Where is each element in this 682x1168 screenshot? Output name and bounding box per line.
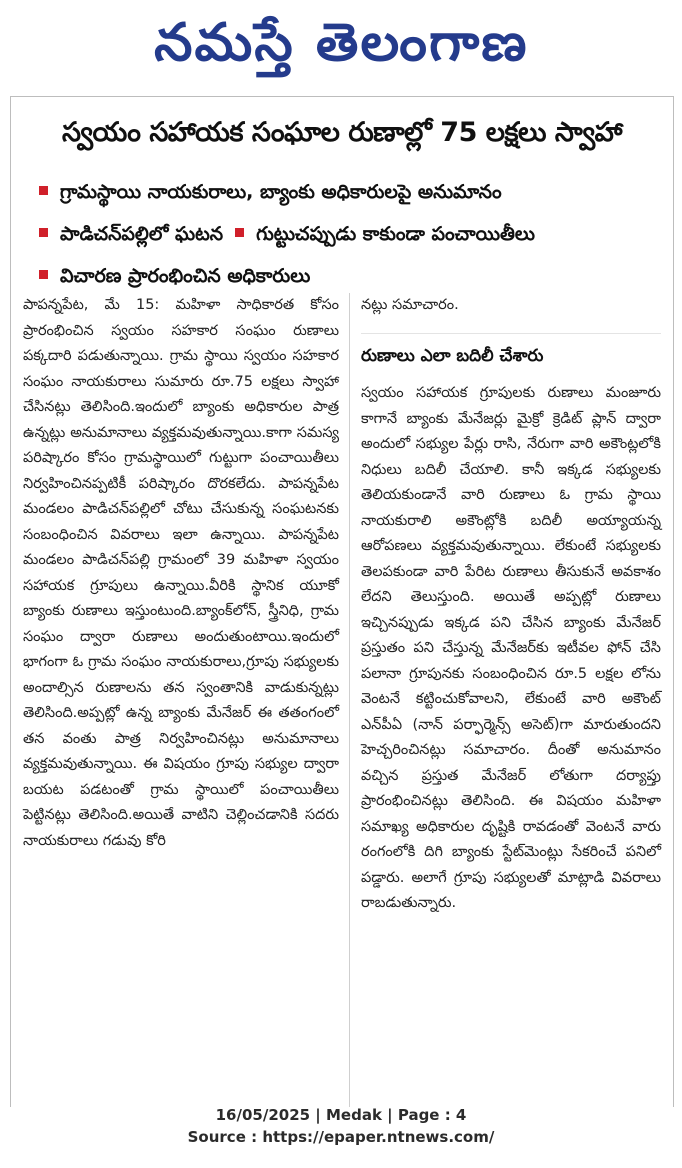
body-paragraph: స్వయం సహాయక గ్రూపులకు రుణాలు మంజూరు కాగానే బ్యాంకు మేనేజర్లు మైక్రో క్రెడిట్ ప్లాన్ ద్వారా అందులో సభ్యుల పేర్లు రాసి, నేరుగా వారి అకౌంట్లలోకి నిధులు బదిలీ చేయాలి. కానీ ఇక్కడ సభ్యులకు తెలియకుండానే వారి రుణాలు ఓ గ్రామ స్థాయి నాయకురాలి అకౌంట్లోకి బదిలీ అయ్యాయన్న ఆరోపణలు వ్యక్తమవుతున్నాయి. లేకుంటే సభ్యులకు తెలపకుండా వారి పేరిట రుణాలు తీసుకునే అవకాశం లేదని తెలుస్తుంది. అయితే అప్పట్లో రుణాలు ఇచ్చినప్పుడు ఇక్కడ పని చేసిన బ్యాంకు మేనేజర్ ప్రస్తుతం పని చేస్తున్న మేనేజర్‌కు ఇటీవల ఫోన్ చేసి పలానా గ్రూపునకు సంబంధించిన రూ.5 లక్షల లోను వెంటనే కట్టించుకోవాలని, లేకుంటే వారి అకౌంట్ ఎన్‌పీఏ (నాన్ పర్ఫార్మెన్స్ అసెట్)గా మారుతుందని హెచ్చరించినట్లు సమాచారం. దీంతో అనుమానం వచ్చిన ప్రస్తుత మేనేజర్ లోతుగా దర్యాప్తు ప్రారంభించినట్లు తెలిసింది. ఈ విషయం మహిళా సమాఖ్య అధికారుల దృష్టికి రావడంతో వెంటనే వారు రంగంలోకి దిగి బ్యాంకు స్టేట్‌మెంట్లు సేకరించే పనిలో పడ్డారు. అలాగే గ్రూపు సభ్యులతో మాట్లాడి వివరాలు రాబడుతున్నారు.: [361, 385, 661, 911]
red-square-bullet-icon: [39, 186, 48, 195]
red-square-bullet-icon: [39, 228, 48, 237]
article-headline: స్వయం సహాయక సంఘాల రుణాల్లో 75 లక్షలు స్వాహా: [62, 117, 622, 148]
source-link[interactable]: Source : https://epaper.ntnews.com/: [187, 1128, 495, 1146]
bullet-line-1: [39, 171, 669, 213]
edition-info: 16/05/2025 | Medak | Page : 4: [215, 1106, 467, 1124]
article-body: [11, 293, 673, 1107]
body-paragraph: పాపన్నపేట, మే 15: మహిళా సాధికారత కోసం ప్రారంభించిన స్వయం సహకార సంఘం రుణాలు పక్కదారి పడుతున్నాయి. గ్రామ స్థాయి స్వయం సహకార సంఘం నాయకురాలు సుమారు రూ.75 లక్షలు స్వాహా చేసినట్లు తెలిసింది.ఇందులో బ్యాంకు అధికారుల పాత్ర ఉన్నట్లు అనుమానాలు వ్యక్తమవుతున్నాయి.కాగా సమస్య పరిష్కారం కోసం గ్రామస్థాయిలో గుట్టుగా పంచాయితీలు నిర్వహించినప్పటికీ పరిష్కారం దొరకలేదు. పాపన్నపేట మండలం పాడిచన్‌పల్లిలో చోటు చేసుకున్న సంఘటనకు సంబంధించిన వివరాలు ఇలా ఉన్నాయి. పాపన్నపేట మండలం పాడిచన్‌పల్లి గ్రామంలో 39 మహిళా స్వయం సహాయక గ్రూపులు ఉన్నాయి.వీరికి స్థానిక యూకో బ్యాంకు రుణాలు ఇస్తుంటుంది.బ్యాంక్‌లోన్, స్త్రీనిధి, గ్రామ సంఘం ద్వారా రుణాలు అందుతుంటాయి.ఇందులో భాగంగా ఓ గ్రామ సంఘం నాయకురాలు,గ్రూపు సభ్యులకు అందాల్సిన రుణాలను తన స్వంతానికి వాడుకున్నట్లు తెలిసింది.అప్పట్లో ఉన్న బ్యాంకు మేనేజర్ ఈ తతంగంలో తన వంతు పాత్ర నిర్వహించినట్లు అనుమానాలు వ్యక్తమవుతున్నాయి. ఈ విషయం గ్రూపు సభ్యుల ద్వారా బయట పడటంతో గ్రామ స్థాయిలో పంచాయితీలు పెట్టినట్లు తెలిసింది.అయితే వాటిని చెల్లించడానికి సదరు నాయకురాలు గడువు కోరి: [23, 297, 339, 849]
bullet-line-2: [39, 213, 669, 255]
left-column: [23, 293, 339, 854]
bullet-text: విచారణ ప్రారంభించిన అధికారులు: [60, 265, 311, 287]
column-divider: [349, 293, 350, 1107]
bullet-text: గుట్టుచప్పుడు కాకుండా పంచాయితీలు: [256, 223, 535, 245]
bullet-text: గ్రామస్థాయి నాయకురాలు, బ్యాంకు అధికారులపై అనుమానం: [60, 181, 502, 203]
page-footer: [0, 1104, 682, 1148]
subheadline-bullets: [39, 171, 669, 297]
red-square-bullet-icon: [235, 228, 244, 237]
section-subheading: రుణాలు ఎలా బదిలీ చేశారు: [361, 333, 661, 370]
red-square-bullet-icon: [39, 270, 48, 279]
masthead: [0, 8, 682, 78]
article-clipping: [10, 96, 674, 1107]
bullet-line-3: [39, 255, 669, 297]
body-paragraph-continuation: నట్లు సమాచారం.: [361, 297, 459, 313]
newspaper-logo: నమస్తే తెలంగాణ: [153, 13, 529, 73]
bullet-text: పాడిచన్‌పల్లిలో ఘటన: [60, 223, 224, 245]
right-column: [361, 293, 661, 917]
